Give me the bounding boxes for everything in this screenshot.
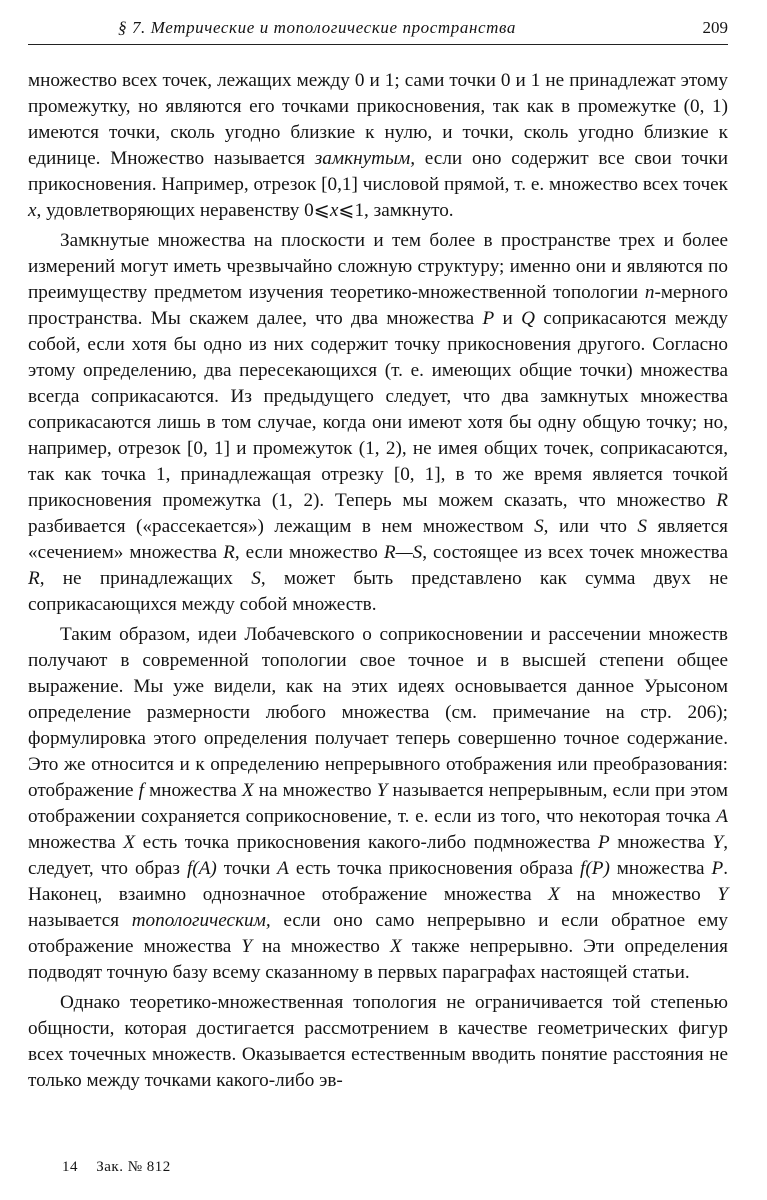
italic-run: Y [717, 884, 728, 905]
text-run: -мерного пространства. Мы скажем далее, что два множества [28, 282, 728, 329]
text-run: соприкасаются между собой, если хотя бы одно из них содержит точку прикосновения другого. Согласно этому определению, два пересекающихся (т. е. имеющих общие точки) множества всегда соприкасаются. Из предыдущего следует, что два замкнутых множества соприкасаются лишь в том случае, когда они имеют хотя бы одну общую точку; но, например, отрезок [0, 1] и промежуток (1, 2), не имея общих точек, соприкасаются, так как точка 1, принадлежащая отрезку [0, 1], в то же время является точкой прикосновения промежутка (1, 2). Теперь мы можем сказать, что множество [28, 308, 728, 511]
text-run: если оно содержит все свои точки прикосновения. Например, отрезок [0,1] числовой прямой, т. е. множество всех точек [28, 148, 728, 195]
text-run: , состоящее из всех точек множества [422, 542, 728, 563]
running-head: § 7. Метрические и топологические пространства [118, 18, 517, 37]
body-text [28, 68, 728, 1094]
italic-run: x [329, 200, 339, 221]
italic-run: X [241, 780, 254, 801]
signature-number: 14 [62, 1159, 78, 1175]
text-run: Однако теоретико-множественная топология не ограничивается той степенью общности, которая достигается рассмотрением в качестве геометрических фигур всех точечных множеств. Оказывается естественным вводить понятие расстояния не только между точками какого-либо эв- [28, 992, 728, 1091]
paragraph-1 [28, 68, 728, 224]
italic-run: R [223, 542, 235, 563]
text-run: если оно само непрерывно и если обратное ему отображение множества [28, 910, 728, 957]
text-run: множества [28, 832, 124, 853]
italic-run: Y [376, 780, 388, 801]
italic-run: f(P) [580, 858, 610, 879]
page-footer [62, 1159, 185, 1176]
text-run: множества [143, 780, 242, 801]
text-run: множества [609, 832, 713, 853]
italic-run: f [138, 780, 144, 801]
italic-run: P [482, 308, 495, 329]
italic-run: R [716, 490, 728, 511]
text-run: множество всех точек, лежащих между 0 и 1; сами точки 0 и 1 не принадлежат этому промежутку, но являются его точками прикосновения, так как в промежутке (0, 1) имеются точки, сколь угодно близкие к нулю, и точки, сколь угодно близкие к единице. Множество называется [28, 70, 728, 169]
text-run: разбивается («рассекается») лежащим в нем множеством [28, 516, 535, 537]
text-run: , удовлетворяющих неравенству 0⩽ [36, 200, 330, 221]
italic-run: X [389, 936, 402, 957]
text-run: , или что [543, 516, 638, 537]
italic-run: X [548, 884, 560, 905]
order-label: Зак. № 812 [96, 1159, 171, 1175]
text-run: Замкнутые множества на плоскости и тем более в пространстве трех и более измерений могут иметь чрезвычайно сложную структуру; именно они и являются по преимуществу предметом изучения теоретико-множественной топологии [28, 230, 728, 303]
italic-run: Y [712, 832, 724, 853]
italic-run: топологическим, [131, 910, 271, 931]
text-run: , не принадлежащих [39, 568, 252, 589]
italic-run: P [597, 832, 610, 853]
paragraph-3 [28, 622, 728, 986]
text-run: , если множество [234, 542, 384, 563]
text-run: на множество [253, 780, 377, 801]
paragraph-4 [28, 990, 728, 1094]
text-run: является «сечением» множества [28, 516, 728, 563]
paragraph-2 [28, 228, 728, 618]
italic-run: R [28, 568, 40, 589]
page-number: 209 [702, 18, 728, 37]
text-run: множества [609, 858, 712, 879]
italic-run: X [123, 832, 136, 853]
text-run: на множество [559, 884, 718, 905]
italic-run: P [711, 858, 724, 879]
text-run: ⩽1, замкнуто. [338, 200, 454, 221]
italic-run: Q [521, 308, 535, 329]
text-run: есть точка прикосновения образа [288, 858, 580, 879]
text-run: есть точка прикосновения какого-либо подмножества [135, 832, 598, 853]
text-run: и [494, 308, 522, 329]
text-run: точки [216, 858, 278, 879]
italic-run: R—S [383, 542, 423, 563]
text-run: также непрерывно. Эти определения подводят точную базу всему сказанному в первых параграфах настоящей статьи. [28, 936, 728, 983]
text-run: , следует, что образ [28, 832, 729, 879]
italic-run: S [251, 568, 261, 589]
text-run: на множество [252, 936, 390, 957]
italic-run: f(A) [186, 858, 217, 879]
italic-run: замкнутым, [314, 148, 415, 169]
text-run: Таким образом, идеи Лобачевского о соприкосновении и рассечении множеств получают в современной топологии свое точное и в высшей степени общее выражение. Мы уже видели, как на этих идеях основывается данное Урысоном определение размерности любого множества (см. примечание на стр. 206); формулировка этого определения получает теперь совершенно точное содержание. Это же относится и к определению непрерывного отображения или преобразования: отображение [28, 624, 728, 801]
italic-run: A [277, 858, 289, 879]
italic-run: Y [241, 936, 253, 957]
text-run: называется непрерывным, если при этом отображении сохраняется соприкосновение, т. е. если из того, что некоторая точка [28, 780, 729, 827]
italic-run: A [716, 806, 728, 827]
italic-run: x [28, 200, 37, 221]
text-run: , может быть представлено как сумма двух не соприкасающихся между собой множеств. [28, 568, 728, 615]
text-run: называется [28, 910, 132, 931]
italic-run: S [534, 516, 544, 537]
italic-run: n [644, 282, 655, 303]
text-run: . Наконец, взаимно однозначное отображение множества [28, 858, 729, 905]
italic-run: S [637, 516, 647, 537]
page-header [28, 14, 728, 45]
